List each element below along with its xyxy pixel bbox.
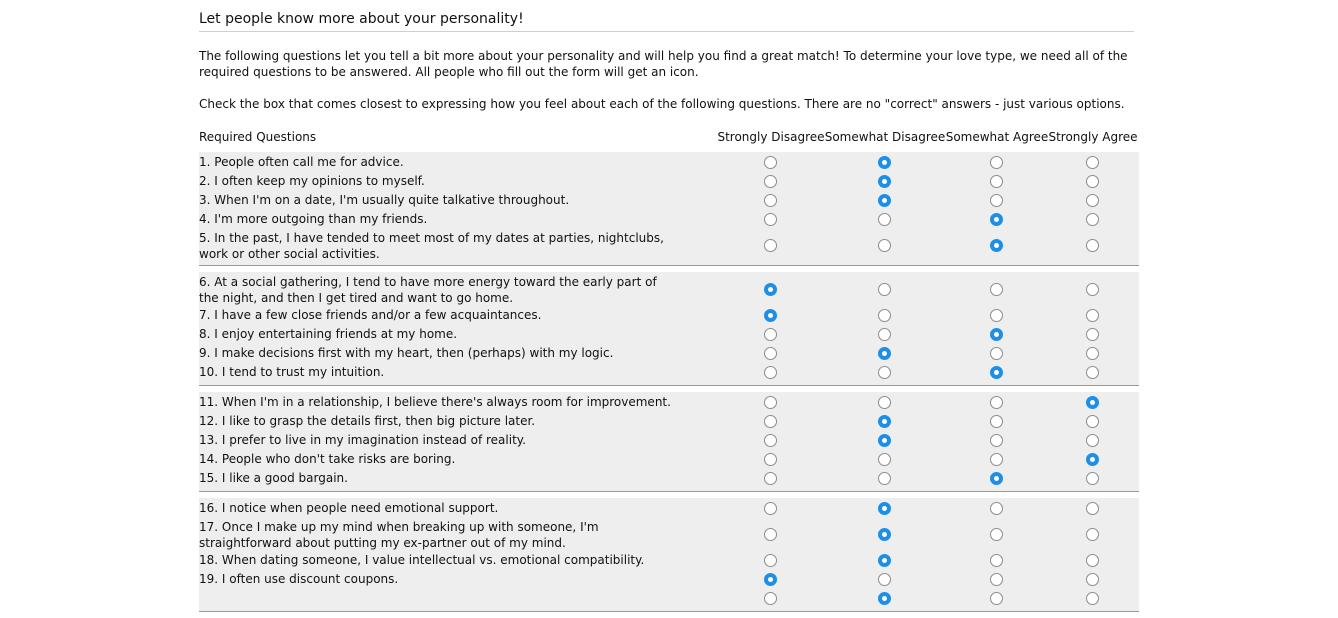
answer-radio-strongly-agree[interactable] bbox=[1085, 327, 1100, 342]
question-text: 1. People often call me for advice. bbox=[199, 155, 404, 169]
question-text: 14. People who don't take risks are boring. bbox=[199, 452, 456, 466]
question-text: 5. In the past, I have tended to meet most of my dates at parties, nightclubs, work or other social activities. bbox=[199, 231, 664, 261]
question-group bbox=[199, 392, 1139, 492]
instructions-text: Check the box that comes closest to expressing how you feel about each of the following questions. There are no "correct" answers - just various options. bbox=[199, 97, 1125, 111]
question-text: 6. At a social gathering, I tend to have more energy toward the early part of the night, and then I get tired and want to go home. bbox=[199, 275, 657, 305]
radio-circle-icon bbox=[990, 347, 1003, 360]
answer-radio-somewhat-disagree[interactable] bbox=[877, 308, 892, 323]
answer-radio-strongly-agree[interactable] bbox=[1085, 212, 1100, 227]
question-row bbox=[199, 306, 1139, 325]
question-row bbox=[199, 499, 1139, 518]
radio-circle-icon bbox=[764, 554, 777, 567]
radio-circle-icon bbox=[990, 175, 1003, 188]
radio-circle-icon bbox=[878, 396, 891, 409]
radio-circle-icon bbox=[990, 194, 1003, 207]
radio-circle-icon bbox=[1086, 175, 1099, 188]
answer-radio-somewhat-agree[interactable] bbox=[989, 193, 1004, 208]
question-text: 17. Once I make up my mind when breaking up with someone, I'm straightforward about putting my ex-partner out of my mind. bbox=[199, 520, 599, 550]
radio-circle-icon bbox=[764, 573, 777, 586]
answer-radio-somewhat-agree[interactable] bbox=[989, 238, 1004, 253]
radio-circle-icon bbox=[990, 239, 1003, 252]
answer-radio-somewhat-disagree[interactable] bbox=[877, 414, 892, 429]
answer-radio-strongly-agree[interactable] bbox=[1085, 414, 1100, 429]
answer-radio-somewhat-disagree[interactable] bbox=[877, 174, 892, 189]
question-row bbox=[199, 172, 1139, 191]
answer-radio-strongly-disagree[interactable] bbox=[763, 395, 778, 410]
question-row bbox=[199, 551, 1139, 570]
column-strongly-agree: Strongly Agree bbox=[1048, 130, 1138, 144]
radio-circle-icon bbox=[1086, 283, 1099, 296]
answer-radio-somewhat-agree[interactable] bbox=[989, 365, 1004, 380]
answer-radio-somewhat-agree[interactable] bbox=[989, 174, 1004, 189]
answer-radio-somewhat-agree[interactable] bbox=[989, 212, 1004, 227]
answer-radio-strongly-agree[interactable] bbox=[1085, 471, 1100, 486]
radio-circle-icon bbox=[764, 396, 777, 409]
radio-circle-icon bbox=[878, 415, 891, 428]
question-group bbox=[199, 498, 1139, 612]
radio-circle-icon bbox=[1086, 366, 1099, 379]
radio-circle-icon bbox=[764, 239, 777, 252]
radio-circle-icon bbox=[878, 502, 891, 515]
answer-radio-strongly-agree[interactable] bbox=[1085, 308, 1100, 323]
radio-circle-icon bbox=[1086, 396, 1099, 409]
radio-circle-icon bbox=[764, 156, 777, 169]
answer-radio-somewhat-disagree[interactable] bbox=[877, 433, 892, 448]
radio-circle-icon bbox=[878, 434, 891, 447]
answer-radio-somewhat-agree[interactable] bbox=[989, 346, 1004, 361]
radio-circle-icon bbox=[764, 175, 777, 188]
radio-circle-icon bbox=[878, 347, 891, 360]
answer-radio-strongly-disagree[interactable] bbox=[763, 501, 778, 516]
radio-circle-icon bbox=[990, 213, 1003, 226]
question-text: 12. I like to grasp the details first, then big picture later. bbox=[199, 414, 536, 428]
answer-radio-strongly-disagree[interactable] bbox=[763, 238, 778, 253]
answer-radio-strongly-agree[interactable] bbox=[1085, 395, 1100, 410]
question-text: 2. I often keep my opinions to myself. bbox=[199, 174, 425, 188]
column-somewhat-disagree: Somewhat Disagree bbox=[824, 130, 946, 144]
answer-radio-strongly-agree[interactable] bbox=[1085, 501, 1100, 516]
question-row bbox=[199, 191, 1139, 210]
answer-radio-somewhat-disagree[interactable] bbox=[877, 527, 892, 542]
radio-circle-icon bbox=[1086, 347, 1099, 360]
answer-radio-somewhat-disagree[interactable] bbox=[877, 212, 892, 227]
radio-circle-icon bbox=[1086, 309, 1099, 322]
answer-radio-strongly-disagree[interactable] bbox=[763, 282, 778, 297]
answer-radio-somewhat-disagree[interactable] bbox=[877, 553, 892, 568]
radio-circle-icon bbox=[878, 283, 891, 296]
question-text: 13. I prefer to live in my imagination instead of reality. bbox=[199, 433, 526, 447]
answer-radio-somewhat-agree[interactable] bbox=[989, 553, 1004, 568]
radio-circle-icon bbox=[878, 156, 891, 169]
question-text: 8. I enjoy entertaining friends at my home. bbox=[199, 327, 458, 341]
radio-circle-icon bbox=[764, 528, 777, 541]
question-row bbox=[199, 518, 1139, 551]
answer-radio-strongly-disagree[interactable] bbox=[763, 572, 778, 587]
answer-radio-strongly-agree[interactable] bbox=[1085, 433, 1100, 448]
radio-circle-icon bbox=[764, 502, 777, 515]
answer-radio-strongly-disagree[interactable] bbox=[763, 212, 778, 227]
question-row bbox=[199, 210, 1139, 229]
answer-radio-somewhat-disagree[interactable] bbox=[877, 155, 892, 170]
radio-circle-icon bbox=[1086, 472, 1099, 485]
question-group bbox=[199, 272, 1139, 386]
answer-radio-strongly-disagree[interactable] bbox=[763, 365, 778, 380]
radio-circle-icon bbox=[764, 309, 777, 322]
answer-radio-somewhat-disagree[interactable] bbox=[877, 501, 892, 516]
answer-radio-somewhat-agree[interactable] bbox=[989, 414, 1004, 429]
question-row bbox=[199, 431, 1139, 450]
answer-radio-strongly-disagree[interactable] bbox=[763, 327, 778, 342]
radio-circle-icon bbox=[990, 415, 1003, 428]
answer-radio-strongly-agree[interactable] bbox=[1085, 193, 1100, 208]
radio-circle-icon bbox=[1086, 415, 1099, 428]
radio-circle-icon bbox=[990, 283, 1003, 296]
column-strongly-disagree: Strongly Disagree bbox=[717, 130, 825, 144]
radio-circle-icon bbox=[878, 309, 891, 322]
question-text: 3. When I'm on a date, I'm usually quite talkative throughout. bbox=[199, 193, 570, 207]
answer-radio-somewhat-disagree[interactable] bbox=[877, 282, 892, 297]
radio-circle-icon bbox=[1086, 239, 1099, 252]
radio-circle-icon bbox=[990, 434, 1003, 447]
radio-circle-icon bbox=[764, 453, 777, 466]
answer-radio-somewhat-agree[interactable] bbox=[989, 471, 1004, 486]
radio-circle-icon bbox=[878, 453, 891, 466]
question-text: 11. When I'm in a relationship, I believe there's always room for improvement. bbox=[199, 395, 671, 409]
radio-circle-icon bbox=[878, 472, 891, 485]
question-row bbox=[199, 393, 1139, 412]
question-text: 18. When dating someone, I value intellectual vs. emotional compatibility. bbox=[199, 553, 645, 567]
question-text: 9. I make decisions first with my heart, then (perhaps) with my logic. bbox=[199, 346, 614, 360]
radio-circle-icon bbox=[990, 573, 1003, 586]
table-header bbox=[199, 130, 1139, 148]
answer-radio-somewhat-agree[interactable] bbox=[989, 501, 1004, 516]
radio-circle-icon bbox=[764, 434, 777, 447]
answer-radio-somewhat-disagree[interactable] bbox=[877, 572, 892, 587]
answer-radio-strongly-disagree[interactable] bbox=[763, 433, 778, 448]
answer-radio-strongly-agree[interactable] bbox=[1085, 346, 1100, 361]
radio-circle-icon bbox=[990, 502, 1003, 515]
answer-radio-somewhat-disagree[interactable] bbox=[877, 327, 892, 342]
answer-radio-strongly-agree[interactable] bbox=[1085, 282, 1100, 297]
radio-circle-icon bbox=[1086, 328, 1099, 341]
question-text: 16. I notice when people need emotional support. bbox=[199, 501, 499, 515]
radio-circle-icon bbox=[990, 472, 1003, 485]
question-row bbox=[199, 363, 1139, 382]
answer-radio-strongly-agree[interactable] bbox=[1085, 365, 1100, 380]
answer-radio-strongly-disagree[interactable] bbox=[763, 471, 778, 486]
answer-radio-somewhat-disagree[interactable] bbox=[877, 365, 892, 380]
answer-radio-strongly-agree[interactable] bbox=[1085, 572, 1100, 587]
question-row bbox=[199, 325, 1139, 344]
intro-text: The following questions let you tell a bit more about your personality and will help you find a great match! To determine your love type, we need all of the required questions to be answered. All people who fill out the form will get an icon. bbox=[199, 49, 1128, 79]
radio-circle-icon bbox=[878, 213, 891, 226]
radio-circle-icon bbox=[878, 175, 891, 188]
question-row bbox=[199, 273, 1139, 306]
radio-circle-icon bbox=[878, 239, 891, 252]
radio-circle-icon bbox=[764, 347, 777, 360]
question-row bbox=[199, 469, 1139, 488]
radio-circle-icon bbox=[878, 194, 891, 207]
question-row bbox=[199, 344, 1139, 363]
page-title: Let people know more about your personality! bbox=[199, 11, 1134, 32]
question-row bbox=[199, 229, 1139, 262]
answer-radio-strongly-disagree[interactable] bbox=[763, 414, 778, 429]
radio-circle-icon bbox=[764, 366, 777, 379]
answer-radio-strongly-agree[interactable] bbox=[1085, 452, 1100, 467]
radio-circle-icon bbox=[1086, 573, 1099, 586]
radio-circle-icon bbox=[990, 528, 1003, 541]
answer-radio-somewhat-agree[interactable] bbox=[989, 572, 1004, 587]
radio-circle-icon bbox=[1086, 502, 1099, 515]
question-row bbox=[199, 412, 1139, 431]
radio-circle-icon bbox=[990, 453, 1003, 466]
radio-circle-icon bbox=[1086, 453, 1099, 466]
answer-radio-somewhat-agree[interactable] bbox=[989, 308, 1004, 323]
answer-radio-somewhat-agree[interactable] bbox=[989, 527, 1004, 542]
question-row bbox=[199, 153, 1139, 172]
radio-circle-icon bbox=[764, 472, 777, 485]
radio-circle-icon bbox=[990, 328, 1003, 341]
required-questions-label: Required Questions bbox=[199, 130, 317, 144]
answer-radio-somewhat-disagree[interactable] bbox=[877, 395, 892, 410]
answer-radio-somewhat-disagree[interactable] bbox=[877, 346, 892, 361]
answer-radio-somewhat-disagree[interactable] bbox=[877, 452, 892, 467]
radio-circle-icon bbox=[1086, 194, 1099, 207]
answer-radio-somewhat-disagree[interactable] bbox=[877, 238, 892, 253]
radio-circle-icon bbox=[764, 415, 777, 428]
radio-circle-icon bbox=[1086, 156, 1099, 169]
questions-table bbox=[199, 152, 1139, 618]
question-row bbox=[199, 570, 1139, 589]
question-row bbox=[199, 450, 1139, 469]
radio-circle-icon bbox=[1086, 554, 1099, 567]
answer-radio-strongly-agree[interactable] bbox=[1085, 553, 1100, 568]
column-somewhat-agree: Somewhat Agree bbox=[945, 130, 1049, 144]
radio-circle-icon bbox=[990, 396, 1003, 409]
question-text: 7. I have a few close friends and/or a few acquaintances. bbox=[199, 308, 542, 322]
answer-radio-strongly-disagree[interactable] bbox=[763, 452, 778, 467]
answer-radio-somewhat-agree[interactable] bbox=[989, 155, 1004, 170]
answer-radio-strongly-agree[interactable] bbox=[1085, 527, 1100, 542]
radio-circle-icon bbox=[990, 554, 1003, 567]
answer-radio-strongly-disagree[interactable] bbox=[763, 155, 778, 170]
answer-radio-somewhat-agree[interactable] bbox=[989, 282, 1004, 297]
radio-circle-icon bbox=[764, 194, 777, 207]
question-text: 19. I often use discount coupons. bbox=[199, 572, 399, 586]
answer-radio-somewhat-disagree[interactable] bbox=[877, 471, 892, 486]
answer-radio-strongly-disagree[interactable] bbox=[763, 346, 778, 361]
answer-radio-somewhat-agree[interactable] bbox=[989, 327, 1004, 342]
radio-circle-icon bbox=[1086, 213, 1099, 226]
radio-circle-icon bbox=[878, 573, 891, 586]
radio-circle-icon bbox=[990, 309, 1003, 322]
radio-circle-icon bbox=[878, 554, 891, 567]
answer-radio-somewhat-agree[interactable] bbox=[989, 395, 1004, 410]
radio-circle-icon bbox=[1086, 434, 1099, 447]
answer-radio-somewhat-disagree[interactable] bbox=[877, 193, 892, 208]
answer-radio-somewhat-agree[interactable] bbox=[989, 433, 1004, 448]
radio-circle-icon bbox=[764, 283, 777, 296]
answer-radio-strongly-disagree[interactable] bbox=[763, 527, 778, 542]
answer-radio-strongly-agree[interactable] bbox=[1085, 155, 1100, 170]
radio-circle-icon bbox=[990, 366, 1003, 379]
question-group bbox=[199, 152, 1139, 266]
radio-circle-icon bbox=[990, 156, 1003, 169]
radio-circle-icon bbox=[764, 213, 777, 226]
answer-radio-strongly-disagree[interactable] bbox=[763, 553, 778, 568]
question-text: 4. I'm more outgoing than my friends. bbox=[199, 212, 428, 226]
answer-radio-strongly-disagree[interactable] bbox=[763, 308, 778, 323]
radio-circle-icon bbox=[878, 366, 891, 379]
radio-circle-icon bbox=[764, 328, 777, 341]
answer-radio-strongly-agree[interactable] bbox=[1085, 174, 1100, 189]
answer-radio-somewhat-agree[interactable] bbox=[989, 452, 1004, 467]
answer-radio-strongly-disagree[interactable] bbox=[763, 174, 778, 189]
answer-radio-strongly-agree[interactable] bbox=[1085, 238, 1100, 253]
question-text: 10. I tend to trust my intuition. bbox=[199, 365, 385, 379]
answer-radio-strongly-disagree[interactable] bbox=[763, 193, 778, 208]
radio-circle-icon bbox=[878, 528, 891, 541]
question-text: 15. I like a good bargain. bbox=[199, 471, 348, 485]
radio-circle-icon bbox=[878, 328, 891, 341]
radio-circle-icon bbox=[1086, 528, 1099, 541]
